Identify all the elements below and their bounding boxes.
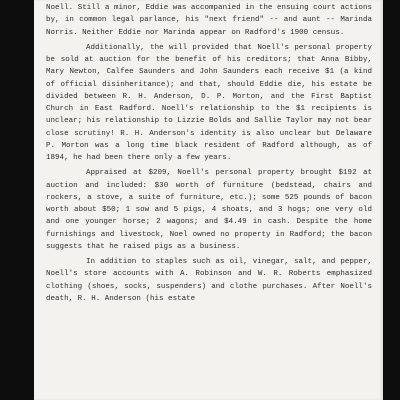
document-body <box>46 2 372 308</box>
paragraph: Appraised at $209, Noell's personal property brought $192 at auction and included: $30 worth of furniture (bedstead, chairs and rockers, a stove, a suite of furniture, etc.); some 525 pounds of bacon worth about $50; 1 sow and 5 pigs, 4 shoats, and 3 hogs; one very old and one younger horse; 2 wagons; and $4.49 in cash. Despite the home furnishings and livestock, Noel owned no property in Radford; the bacon suggests that he raised pigs as a business. <box>46 169 372 251</box>
paragraph: In addition to staples such as oil, vinegar, salt, and pepper, Noell's store accounts with A. Robinson and W. R. Roberts emphasized clothing (shoes, socks, suspenders) and clothe purchases. After Noell's death, R. H. Anderson (his estate <box>46 258 372 303</box>
paragraph: Noell. Still a minor, Eddie was accompanied in the ensuing court actions by, in common legal parlance, his "next friend" -- and aunt -- Marinda Norris. Neither Eddie nor Marinda appear on Radford's 1900 census. <box>46 4 372 37</box>
document-page <box>34 0 383 400</box>
paragraph: Additionally, the will provided that Noell's personal property be sold at auction for the benefit of his creditors; that Anna Bibby, Mary Newton, Calfee Saunders and John Saunders each receive $1 (a kind of official disinheritance); and that, should Eddie die, his estate be divided between R. H. Anderson, D. P. Morton, and the First Baptist Church in East Radford. Noell's relationship to the $1 recipients is unclear; his relationship to Lizzie Bolds and Sallie Taylor may not bear close scrutiny! R. H. Anderson's identity is also unclear but Delaware P. Morton was a long time black resident of Radford although, as of 1894, he had been there only a few years. <box>46 43 372 162</box>
